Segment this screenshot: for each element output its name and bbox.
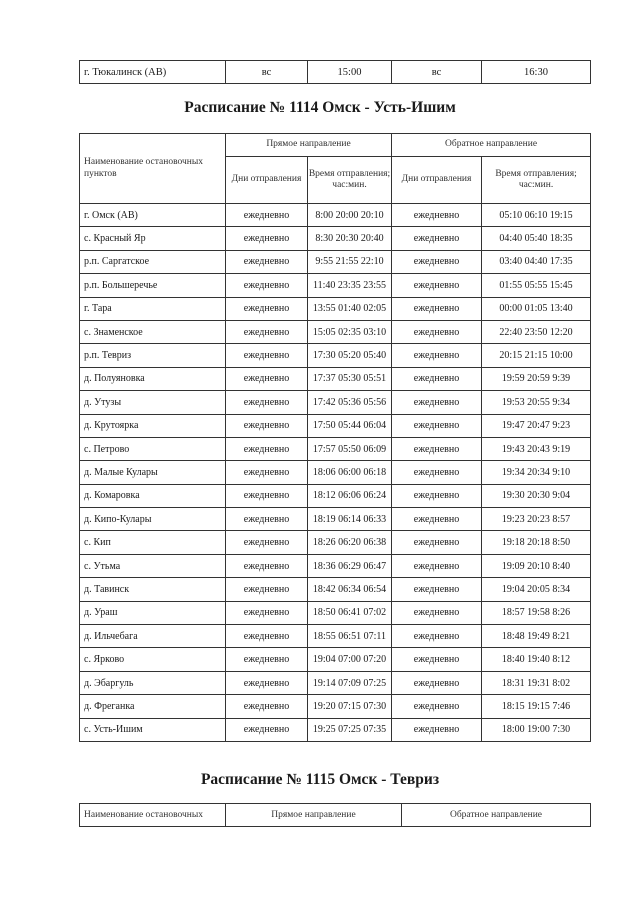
table-row bbox=[80, 695, 591, 718]
table-row bbox=[80, 648, 591, 671]
time-backward: 16:30 bbox=[482, 61, 591, 84]
time-forward: 15:05 02:35 03:10 bbox=[308, 320, 392, 343]
days-backward: ежедневно bbox=[392, 718, 482, 741]
days-forward: ежедневно bbox=[226, 414, 308, 437]
time-backward: 18:31 19:31 8:02 bbox=[482, 671, 591, 694]
table-row bbox=[80, 297, 591, 320]
table-row bbox=[80, 461, 591, 484]
stop-name: д. Ильчебага bbox=[80, 625, 226, 648]
table-row bbox=[80, 484, 591, 507]
table-row bbox=[80, 274, 591, 297]
table-row bbox=[80, 437, 591, 460]
header-stops: Наименование остановочных bbox=[80, 804, 226, 827]
time-backward: 01:55 05:55 15:45 bbox=[482, 274, 591, 297]
time-backward: 19:34 20:34 9:10 bbox=[482, 461, 591, 484]
table-row bbox=[80, 531, 591, 554]
days-forward: вс bbox=[226, 61, 308, 84]
time-forward: 18:26 06:20 06:38 bbox=[308, 531, 392, 554]
time-backward: 19:23 20:23 8:57 bbox=[482, 508, 591, 531]
stop-name: г. Омск (АВ) bbox=[80, 204, 226, 227]
table-row bbox=[80, 718, 591, 741]
time-forward: 18:55 06:51 07:11 bbox=[308, 625, 392, 648]
days-forward: ежедневно bbox=[226, 320, 308, 343]
time-backward: 19:04 20:05 8:34 bbox=[482, 578, 591, 601]
time-forward: 18:12 06:06 06:24 bbox=[308, 484, 392, 507]
days-forward: ежедневно bbox=[226, 648, 308, 671]
stop-name: д. Комаровка bbox=[80, 484, 226, 507]
days-backward: ежедневно bbox=[392, 320, 482, 343]
table-row bbox=[80, 625, 591, 648]
table-row bbox=[80, 391, 591, 414]
table-row bbox=[80, 554, 591, 577]
header-days-backward: Дни отправления bbox=[392, 157, 482, 204]
table-row bbox=[80, 227, 591, 250]
table-row bbox=[80, 61, 591, 84]
days-forward: ежедневно bbox=[226, 554, 308, 577]
time-backward: 18:00 19:00 7:30 bbox=[482, 718, 591, 741]
days-backward: ежедневно bbox=[392, 414, 482, 437]
header-days-forward: Дни отправления bbox=[226, 157, 308, 204]
table-row bbox=[80, 344, 591, 367]
time-forward: 13:55 01:40 02:05 bbox=[308, 297, 392, 320]
stop-name: с. Ярково bbox=[80, 648, 226, 671]
days-forward: ежедневно bbox=[226, 718, 308, 741]
time-backward: 18:57 19:58 8:26 bbox=[482, 601, 591, 624]
stop-name: р.п. Большеречье bbox=[80, 274, 226, 297]
time-forward: 9:55 21:55 22:10 bbox=[308, 250, 392, 273]
time-forward: 11:40 23:35 23:55 bbox=[308, 274, 392, 297]
time-backward: 05:10 06:10 19:15 bbox=[482, 204, 591, 227]
days-backward: ежедневно bbox=[392, 204, 482, 227]
days-forward: ежедневно bbox=[226, 578, 308, 601]
schedule-1115-table bbox=[79, 803, 591, 827]
days-forward: ежедневно bbox=[226, 508, 308, 531]
stop-name: д. Полуяновка bbox=[80, 367, 226, 390]
table-row bbox=[80, 250, 591, 273]
time-backward: 18:48 19:49 8:21 bbox=[482, 625, 591, 648]
days-forward: ежедневно bbox=[226, 461, 308, 484]
time-forward: 18:36 06:29 06:47 bbox=[308, 554, 392, 577]
time-backward: 18:15 19:15 7:46 bbox=[482, 695, 591, 718]
time-forward: 18:19 06:14 06:33 bbox=[308, 508, 392, 531]
time-forward: 8:30 20:30 20:40 bbox=[308, 227, 392, 250]
time-forward: 18:50 06:41 07:02 bbox=[308, 601, 392, 624]
stop-name: г. Тюкалинск (АВ) bbox=[80, 61, 226, 84]
days-forward: ежедневно bbox=[226, 531, 308, 554]
header-forward: Прямое направление bbox=[226, 804, 402, 827]
time-backward: 20:15 21:15 10:00 bbox=[482, 344, 591, 367]
stop-name: д. Тавинск bbox=[80, 578, 226, 601]
time-backward: 18:40 19:40 8:12 bbox=[482, 648, 591, 671]
time-forward: 19:25 07:25 07:35 bbox=[308, 718, 392, 741]
time-backward: 19:09 20:10 8:40 bbox=[482, 554, 591, 577]
days-backward: ежедневно bbox=[392, 648, 482, 671]
days-forward: ежедневно bbox=[226, 227, 308, 250]
table-row bbox=[80, 508, 591, 531]
time-backward: 19:53 20:55 9:34 bbox=[482, 391, 591, 414]
stop-name: г. Тара bbox=[80, 297, 226, 320]
header-time-forward: Время отправления; час:мин. bbox=[308, 157, 392, 204]
time-backward: 19:43 20:43 9:19 bbox=[482, 437, 591, 460]
days-backward: ежедневно bbox=[392, 227, 482, 250]
time-backward: 19:47 20:47 9:23 bbox=[482, 414, 591, 437]
header-backward: Обратное направление bbox=[392, 134, 591, 157]
stop-name: д. Утузы bbox=[80, 391, 226, 414]
days-backward: ежедневно bbox=[392, 554, 482, 577]
stop-name: р.п. Саргатское bbox=[80, 250, 226, 273]
days-forward: ежедневно bbox=[226, 695, 308, 718]
stop-name: с. Знаменское bbox=[80, 320, 226, 343]
time-backward: 22:40 23:50 12:20 bbox=[482, 320, 591, 343]
days-forward: ежедневно bbox=[226, 367, 308, 390]
days-forward: ежедневно bbox=[226, 344, 308, 367]
days-forward: ежедневно bbox=[226, 625, 308, 648]
time-forward: 17:57 05:50 06:09 bbox=[308, 437, 392, 460]
stop-name: с. Красный Яр bbox=[80, 227, 226, 250]
stop-name: с. Кип bbox=[80, 531, 226, 554]
days-backward: ежедневно bbox=[392, 695, 482, 718]
days-forward: ежедневно bbox=[226, 274, 308, 297]
days-forward: ежедневно bbox=[226, 204, 308, 227]
days-forward: ежедневно bbox=[226, 250, 308, 273]
header-backward: Обратное направление bbox=[402, 804, 591, 827]
time-backward: 00:00 01:05 13:40 bbox=[482, 297, 591, 320]
days-backward: ежедневно bbox=[392, 250, 482, 273]
time-backward: 03:40 04:40 17:35 bbox=[482, 250, 591, 273]
time-backward: 04:40 05:40 18:35 bbox=[482, 227, 591, 250]
stop-name: д. Фреганка bbox=[80, 695, 226, 718]
days-forward: ежедневно bbox=[226, 437, 308, 460]
stop-name: д. Кипо-Кулары bbox=[80, 508, 226, 531]
time-forward: 18:42 06:34 06:54 bbox=[308, 578, 392, 601]
time-backward: 19:59 20:59 9:39 bbox=[482, 367, 591, 390]
table-row bbox=[80, 367, 591, 390]
days-backward: ежедневно bbox=[392, 344, 482, 367]
time-forward: 19:14 07:09 07:25 bbox=[308, 671, 392, 694]
stop-name: д. Ураш bbox=[80, 601, 226, 624]
stop-name: с. Утьма bbox=[80, 554, 226, 577]
table-row bbox=[80, 320, 591, 343]
time-forward: 18:06 06:00 06:18 bbox=[308, 461, 392, 484]
schedule-1115-title: Расписание № 1115 Омск - Тевриз bbox=[200, 771, 440, 788]
time-forward: 19:20 07:15 07:30 bbox=[308, 695, 392, 718]
stop-name: д. Крутоярка bbox=[80, 414, 226, 437]
schedule-1114-table bbox=[79, 133, 591, 742]
days-backward: ежедневно bbox=[392, 274, 482, 297]
days-backward: ежедневно bbox=[392, 297, 482, 320]
header-time-backward: Время отправления; час:мин. bbox=[482, 157, 591, 204]
time-forward: 17:50 05:44 06:04 bbox=[308, 414, 392, 437]
days-backward: ежедневно bbox=[392, 671, 482, 694]
time-backward: 19:18 20:18 8:50 bbox=[482, 531, 591, 554]
days-backward: ежедневно bbox=[392, 578, 482, 601]
table-row bbox=[80, 578, 591, 601]
table-row bbox=[80, 601, 591, 624]
days-backward: вс bbox=[392, 61, 482, 84]
days-forward: ежедневно bbox=[226, 601, 308, 624]
days-forward: ежедневно bbox=[226, 391, 308, 414]
time-forward: 8:00 20:00 20:10 bbox=[308, 204, 392, 227]
time-forward: 17:37 05:30 05:51 bbox=[308, 367, 392, 390]
time-forward: 17:42 05:36 05:56 bbox=[308, 391, 392, 414]
days-backward: ежедневно bbox=[392, 391, 482, 414]
days-backward: ежедневно bbox=[392, 601, 482, 624]
time-forward: 19:04 07:00 07:20 bbox=[308, 648, 392, 671]
stop-name: р.п. Тевриз bbox=[80, 344, 226, 367]
days-backward: ежедневно bbox=[392, 625, 482, 648]
time-forward: 17:30 05:20 05:40 bbox=[308, 344, 392, 367]
stop-name: д. Малые Кулары bbox=[80, 461, 226, 484]
table-row bbox=[80, 204, 591, 227]
table-row bbox=[80, 671, 591, 694]
schedule-1114-title: Расписание № 1114 Омск - Усть-Ишим bbox=[184, 99, 456, 116]
days-forward: ежедневно bbox=[226, 297, 308, 320]
time-backward: 19:30 20:30 9:04 bbox=[482, 484, 591, 507]
days-backward: ежедневно bbox=[392, 367, 482, 390]
time-forward: 15:00 bbox=[308, 61, 392, 84]
stop-name: с. Петрово bbox=[80, 437, 226, 460]
days-backward: ежедневно bbox=[392, 484, 482, 507]
stop-name: д. Эбаргуль bbox=[80, 671, 226, 694]
days-forward: ежедневно bbox=[226, 484, 308, 507]
days-backward: ежедневно bbox=[392, 508, 482, 531]
previous-schedule-table bbox=[79, 60, 591, 84]
days-backward: ежедневно bbox=[392, 437, 482, 460]
days-forward: ежедневно bbox=[226, 671, 308, 694]
days-backward: ежедневно bbox=[392, 461, 482, 484]
days-backward: ежедневно bbox=[392, 531, 482, 554]
header-stops: Наименование остановочных пунктов bbox=[80, 134, 226, 204]
stop-name: с. Усть-Ишим bbox=[80, 718, 226, 741]
header-forward: Прямое направление bbox=[226, 134, 392, 157]
table-row bbox=[80, 414, 591, 437]
